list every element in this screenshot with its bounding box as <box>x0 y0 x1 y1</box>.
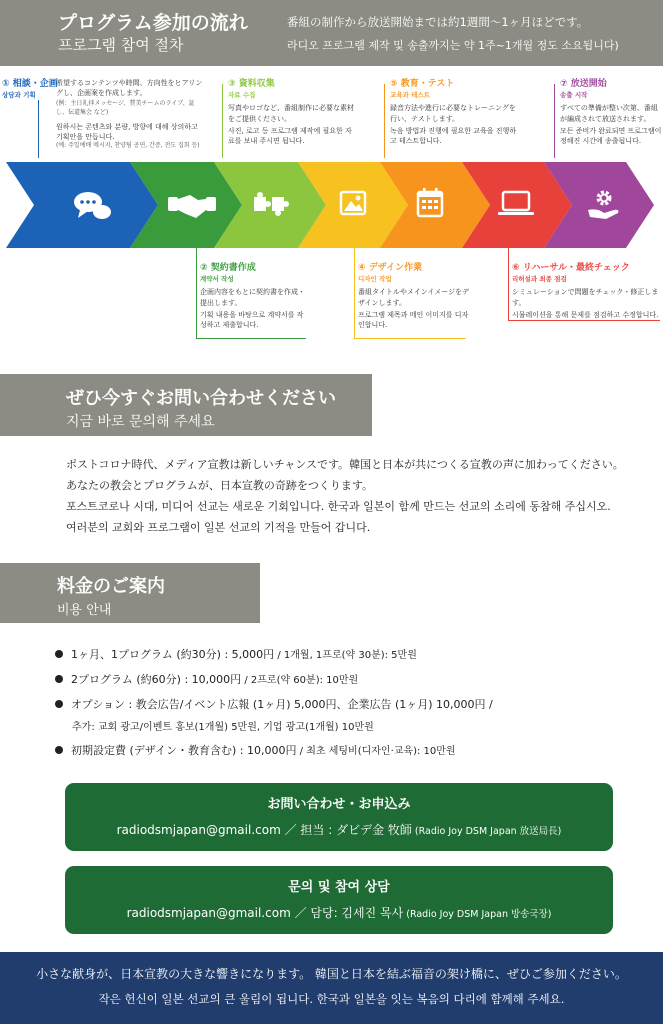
step-6-subtitle: 리허설과 최종 점검 <box>512 275 567 284</box>
contact-title-ko: 문의 및 참여 상담 <box>288 880 390 895</box>
process-desc-ko: 라디오 프로그램 제작 및 송출까지는 약 1주~1개월 정도 소요됩니다) <box>287 39 619 52</box>
step-4-text-ja: 番組タイトルやメインイメージをデザインします。 <box>358 288 470 307</box>
step-6-title: ⑥ リハーサル・最終チェック <box>512 263 630 273</box>
step-3-text-ko: 사진, 로고 등 프로그램 제작에 필요한 자료를 보내 주시면 됩니다. <box>228 126 352 145</box>
pricing-header <box>0 563 260 623</box>
step-5-text-ko: 녹음 방법과 진행에 필요한 교육을 진행하고 테스트합니다. <box>390 126 517 145</box>
contact-person-ja: ／ 担当 : ダビデ金 牧師 <box>280 823 412 837</box>
step-4-title: ④ デザイン作業 <box>358 263 423 273</box>
price-item-ja: 2プログラム (約60分) : 10,000円 <box>71 673 242 686</box>
price-item-ko: / 1개월, 1프로(약 30분): 5만원 <box>274 650 417 661</box>
step-3-desc <box>228 78 358 146</box>
process-title-ko: 프로그램 참여 절차 <box>58 36 184 54</box>
step-4-baseline <box>354 338 466 339</box>
process-title-ja: プログラム参加の流れ <box>58 12 248 34</box>
step-3-text-ja: 写真やロゴなど、番組制作に必要な素材をご提供ください。 <box>228 104 354 123</box>
price-item <box>55 696 493 712</box>
footer-text-ja: 小さな献身が、日本宣教の大きな響きになります。 韓国と日本を結ぶ福音の架け橋に、ぜひご参加ください。 <box>36 967 627 981</box>
pricing-title-ko: 비용 안내 <box>57 603 112 618</box>
contact-box-ja <box>65 783 613 851</box>
step-7-connector <box>554 84 555 158</box>
contact-email-ja[interactable]: radiodsmjapan@gmail.com <box>116 823 281 837</box>
step-2-connector <box>196 248 197 338</box>
bullet-icon <box>55 746 63 754</box>
inquiry-text-ko-1: 포스트코로나 시대, 미디어 선교는 새로운 기회입니다. 한국과 일본이 함께 만드는 선교의 소리에 동참해 주십시오. <box>66 500 611 513</box>
contact-title-ja: お問い合わせ・お申込み <box>267 797 411 812</box>
contact-email-ko[interactable]: radiodsmjapan@gmail.com <box>126 906 291 920</box>
step-5-title: ⑤ 教育・テスト <box>390 79 455 89</box>
contact-line-ja <box>65 821 613 838</box>
step-7-subtitle: 송출 시작 <box>560 91 588 100</box>
price-item-ko: / 최초 세팅비(디자인·교육): 10만원 <box>296 746 456 757</box>
contact-box-ko <box>65 866 613 934</box>
step-6-baseline <box>508 320 660 321</box>
price-item <box>55 646 417 662</box>
step-4-connector <box>354 248 355 338</box>
step-3-connector <box>222 84 223 158</box>
step-2-subtitle: 계약서 작성 <box>200 275 234 284</box>
price-item <box>55 742 456 758</box>
step-1-subtitle: 상담과 기획 <box>2 91 36 100</box>
step-2-desc <box>200 262 310 330</box>
step-2-title: ② 契約書作成 <box>200 263 256 273</box>
step-1-note-ja: (例：主日礼拝メッセージ、賛美チームのライブ、証し、伝道集会 など) <box>56 100 195 116</box>
step-5-subtitle: 교육과 테스트 <box>390 91 430 100</box>
step-7-text-ja: すべての準備が整い次第、番組が編成されて放送されます。 <box>560 104 658 123</box>
step-3-title: ③ 資料収集 <box>228 79 275 89</box>
contact-person-ko: ／ 담당: 김세진 목사 <box>290 906 404 920</box>
step-5-connector <box>384 84 385 158</box>
inquiry-title-ko: 지금 바로 문의해 주세요 <box>66 414 215 430</box>
step-7-desc <box>560 78 662 146</box>
step-6-text-ko: 시뮬레이션을 통해 문제를 점검하고 수정합니다. <box>512 310 659 319</box>
step-4-desc <box>358 262 470 330</box>
pricing-title-ja: 料金のご案内 <box>57 576 165 597</box>
inquiry-text-ja-2: あなたの教会とプログラムが、日本宣教の奇跡をつくります。 <box>66 479 374 492</box>
step-2-baseline <box>196 338 306 339</box>
step-2-text-ja: 企画内容をもとに契約書を作成・提出します。 <box>200 288 305 307</box>
footer-banner <box>0 952 663 1024</box>
inquiry-header <box>0 374 372 436</box>
step-1-text-ko: 원하시는 콘텐츠와 분량, 방향에 대해 상의하고 기획안을 만듭니다. <box>56 122 198 141</box>
process-arrow-band <box>0 150 663 260</box>
step-3-subtitle: 자료 수집 <box>228 91 256 100</box>
contact-role-ja: (Radio Joy DSM Japan 放送局長) <box>411 826 562 837</box>
price-item-ja: オプション : 教会広告/イベント広報 (1ヶ月) 5,000円、企業広告 (1ヶ月) 10,000円 / <box>71 698 493 711</box>
step-4-text-ko: 프로그램 제목과 메인 이미지를 디자인합니다. <box>358 310 469 329</box>
bullet-icon <box>55 650 63 658</box>
bullet-icon <box>55 700 63 708</box>
inquiry-text-ja-1: ポストコロナ時代、メディア宣教は新しいチャンスです。韓国と日本が共につくる宣教の声に加わってください。 <box>66 458 624 471</box>
price-item-ja: 1ヶ月、1プログラム (約30分) : 5,000円 <box>71 648 275 661</box>
contact-role-ko: (Radio Joy DSM Japan 방송국장) <box>403 909 552 920</box>
step-1-title: ① 相談・企画 <box>2 79 58 89</box>
step-2-text-ko: 기획 내용을 바탕으로 계약서를 작성하고 제출합니다. <box>200 310 304 329</box>
step-6-desc <box>512 262 662 320</box>
inquiry-text-ko-2: 여러분의 교회와 프로그램이 일본 선교의 기적을 만들어 갑니다. <box>66 521 371 534</box>
inquiry-title-ja: ぜひ今すぐお問い合わせください <box>66 388 336 409</box>
step-7-title: ⑦ 放送開始 <box>560 79 607 89</box>
contact-line-ko <box>65 904 613 921</box>
process-header <box>0 0 663 66</box>
price-item-ko: / 2프로(약 60분): 10만원 <box>241 675 359 686</box>
step-1-text-ja: 希望するコンテンツや時間、方向性をヒアリングし、企画案を作成します。 <box>56 79 203 98</box>
step-7-text-ko: 모든 준비가 완료되면 프로그램이 정해진 시간에 송출됩니다. <box>560 126 662 145</box>
step-1-note-ko: (예: 주일예배 메시지, 찬양팀 공연, 간증, 전도 집회 등) <box>56 141 200 149</box>
price-option-ko: 추가: 교회 광고/이벤트 홍보(1개월) 5만원, 기업 광고(1개월) 10만원 <box>72 722 374 733</box>
process-desc-ja: 番組の制作から放送開始までは約1週間〜1ヶ月ほどです。 <box>287 15 589 29</box>
step-1-text <box>56 78 206 151</box>
step-4-subtitle: 디자인 작업 <box>358 275 392 284</box>
step-6-text-ja: シミュレーションで問題をチェック・修正します。 <box>512 288 659 307</box>
step-6-connector <box>508 248 509 320</box>
step-5-desc <box>390 78 520 146</box>
price-item-ja: 初期設定費 (デザイン・教育含む) : 10,000円 <box>71 744 297 757</box>
price-item <box>55 671 358 687</box>
footer-text-ko: 작은 헌신이 일본 선교의 큰 울림이 됩니다. 한국과 일본을 잇는 복음의 다리에 함께해 주세요. <box>98 992 565 1006</box>
bullet-icon <box>55 675 63 683</box>
step-5-text-ja: 録音方法や進行に必要なトレーニングを行い、テストします。 <box>390 104 516 123</box>
